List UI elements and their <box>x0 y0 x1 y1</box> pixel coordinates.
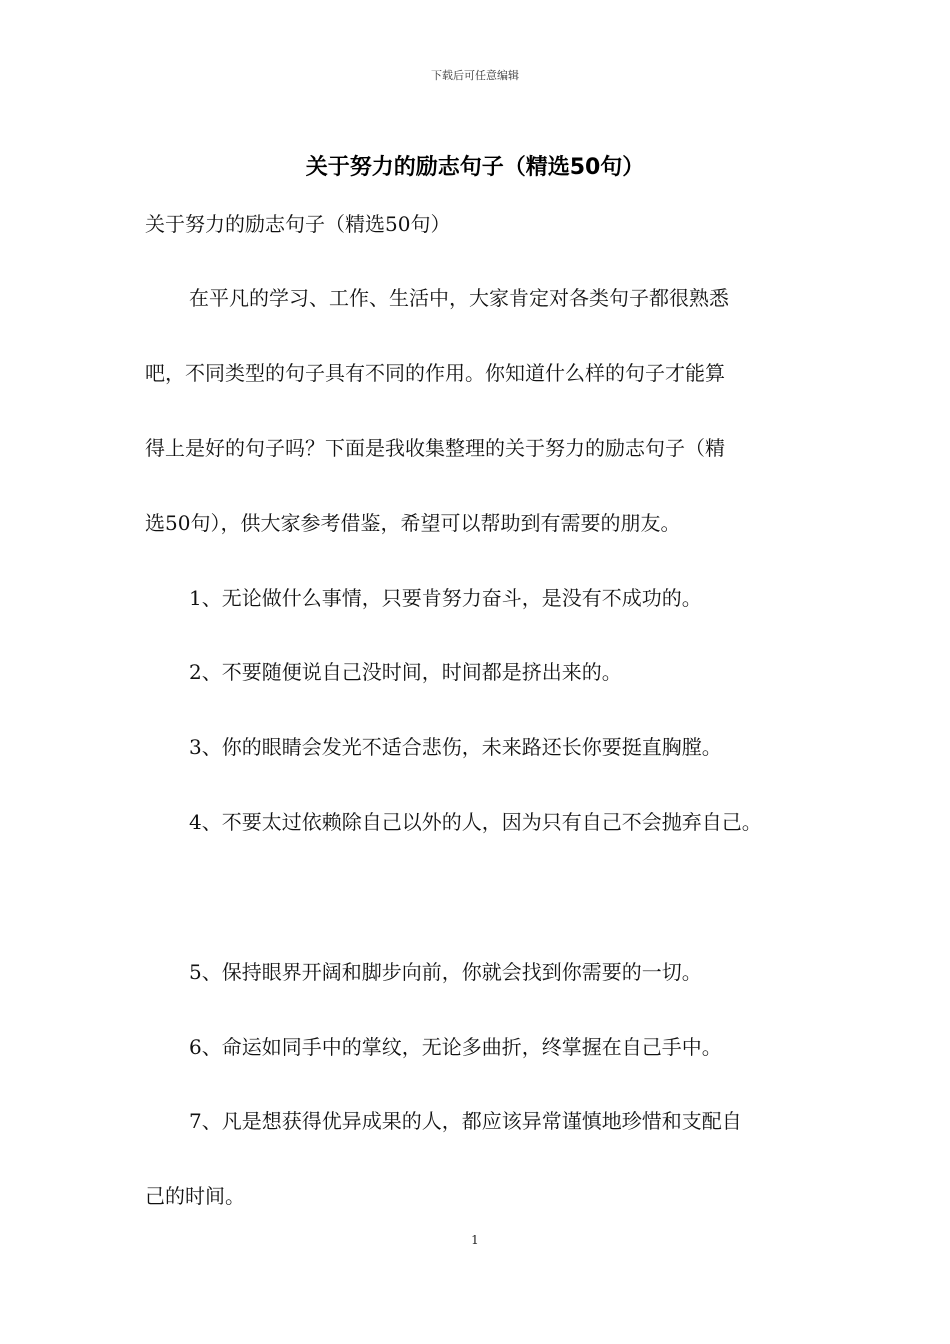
list-item: 2、不要随便说自己没时间，时间都是挤出来的。 <box>189 660 622 684</box>
list-item: 7、凡是想获得优异成果的人，都应该异常谨慎地珍惜和支配自 <box>189 1109 742 1133</box>
list-item-continuation: 己的时间。 <box>145 1184 245 1208</box>
header-note: 下载后可任意编辑 <box>431 69 519 82</box>
document-title: 关于努力的励志句子（精选50句） <box>305 155 645 180</box>
page-number: 1 <box>471 1233 479 1247</box>
document-subtitle: 关于努力的励志句子（精选50句） <box>145 212 451 236</box>
list-item: 3、你的眼睛会发光不适合悲伤，未来路还长你要挺直胸膛。 <box>189 735 722 759</box>
intro-line: 吧，不同类型的句子具有不同的作用。你知道什么样的句子才能算 <box>145 361 725 385</box>
list-item: 4、不要太过依赖除自己以外的人，因为只有自己不会抛弃自己。 <box>189 810 762 834</box>
intro-line: 在平凡的学习、工作、生活中，大家肯定对各类句子都很熟悉 <box>189 286 729 310</box>
intro-line: 得上是好的句子吗？下面是我收集整理的关于努力的励志句子（精 <box>145 436 725 460</box>
intro-line: 选50句），供大家参考借鉴，希望可以帮助到有需要的朋友。 <box>145 511 681 535</box>
list-item: 6、命运如同手中的掌纹，无论多曲折，终掌握在自己手中。 <box>189 1035 722 1059</box>
list-item: 5、保持眼界开阔和脚步向前，你就会找到你需要的一切。 <box>189 960 702 984</box>
list-item: 1、无论做什么事情，只要肯努力奋斗，是没有不成功的。 <box>189 586 702 610</box>
